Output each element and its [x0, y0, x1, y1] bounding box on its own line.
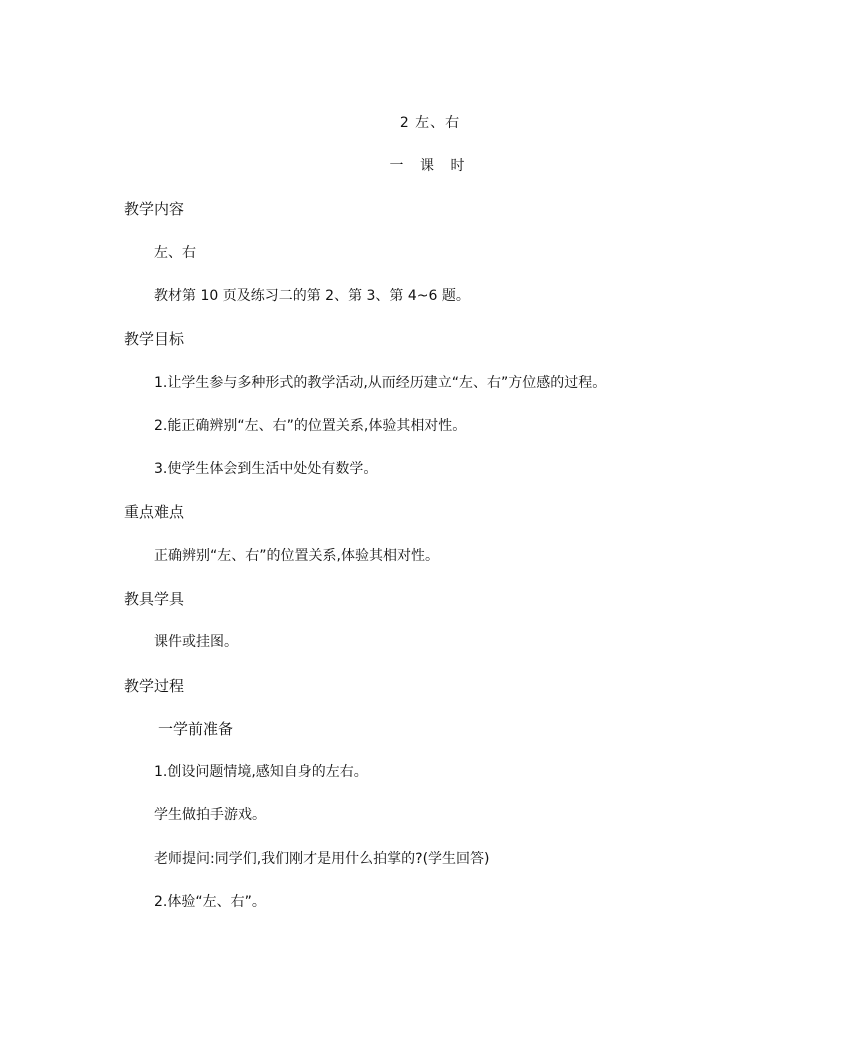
key-point-line-1: 正确辨别“左、右”的位置关系,体验其相对性。	[154, 548, 439, 564]
process-line-4: 2.体验“左、右”。	[154, 894, 266, 910]
tools-line-1: 课件或挂图。	[154, 634, 238, 650]
process-line-3: 老师提问:同学们,我们刚才是用什么拍掌的?(学生回答)	[154, 851, 490, 867]
goal-line-3: 3.使学生体会到生活中处处有数学。	[154, 461, 378, 477]
heading-tools: 教具学具	[124, 590, 185, 608]
process-subheading: 一学前准备	[158, 720, 234, 738]
document-title: 2 左、右	[399, 115, 461, 131]
document-subtitle: 一 课 时	[389, 158, 471, 174]
heading-process: 教学过程	[124, 677, 185, 695]
goal-line-1: 1.让学生参与多种形式的教学活动,从而经历建立“左、右”方位感的过程。	[154, 375, 607, 391]
process-line-2: 学生做拍手游戏。	[154, 807, 266, 823]
heading-goals: 教学目标	[124, 330, 185, 348]
content-line-2: 教材第 10 页及练习二的第 2、第 3、第 4~6 题。	[154, 288, 470, 304]
heading-key-points: 重点难点	[124, 503, 185, 521]
process-line-1: 1.创设问题情境,感知自身的左右。	[154, 764, 368, 780]
heading-content: 教学内容	[124, 200, 185, 218]
content-line-1: 左、右	[154, 245, 196, 261]
goal-line-2: 2.能正确辨别“左、右”的位置关系,体验其相对性。	[154, 418, 467, 434]
